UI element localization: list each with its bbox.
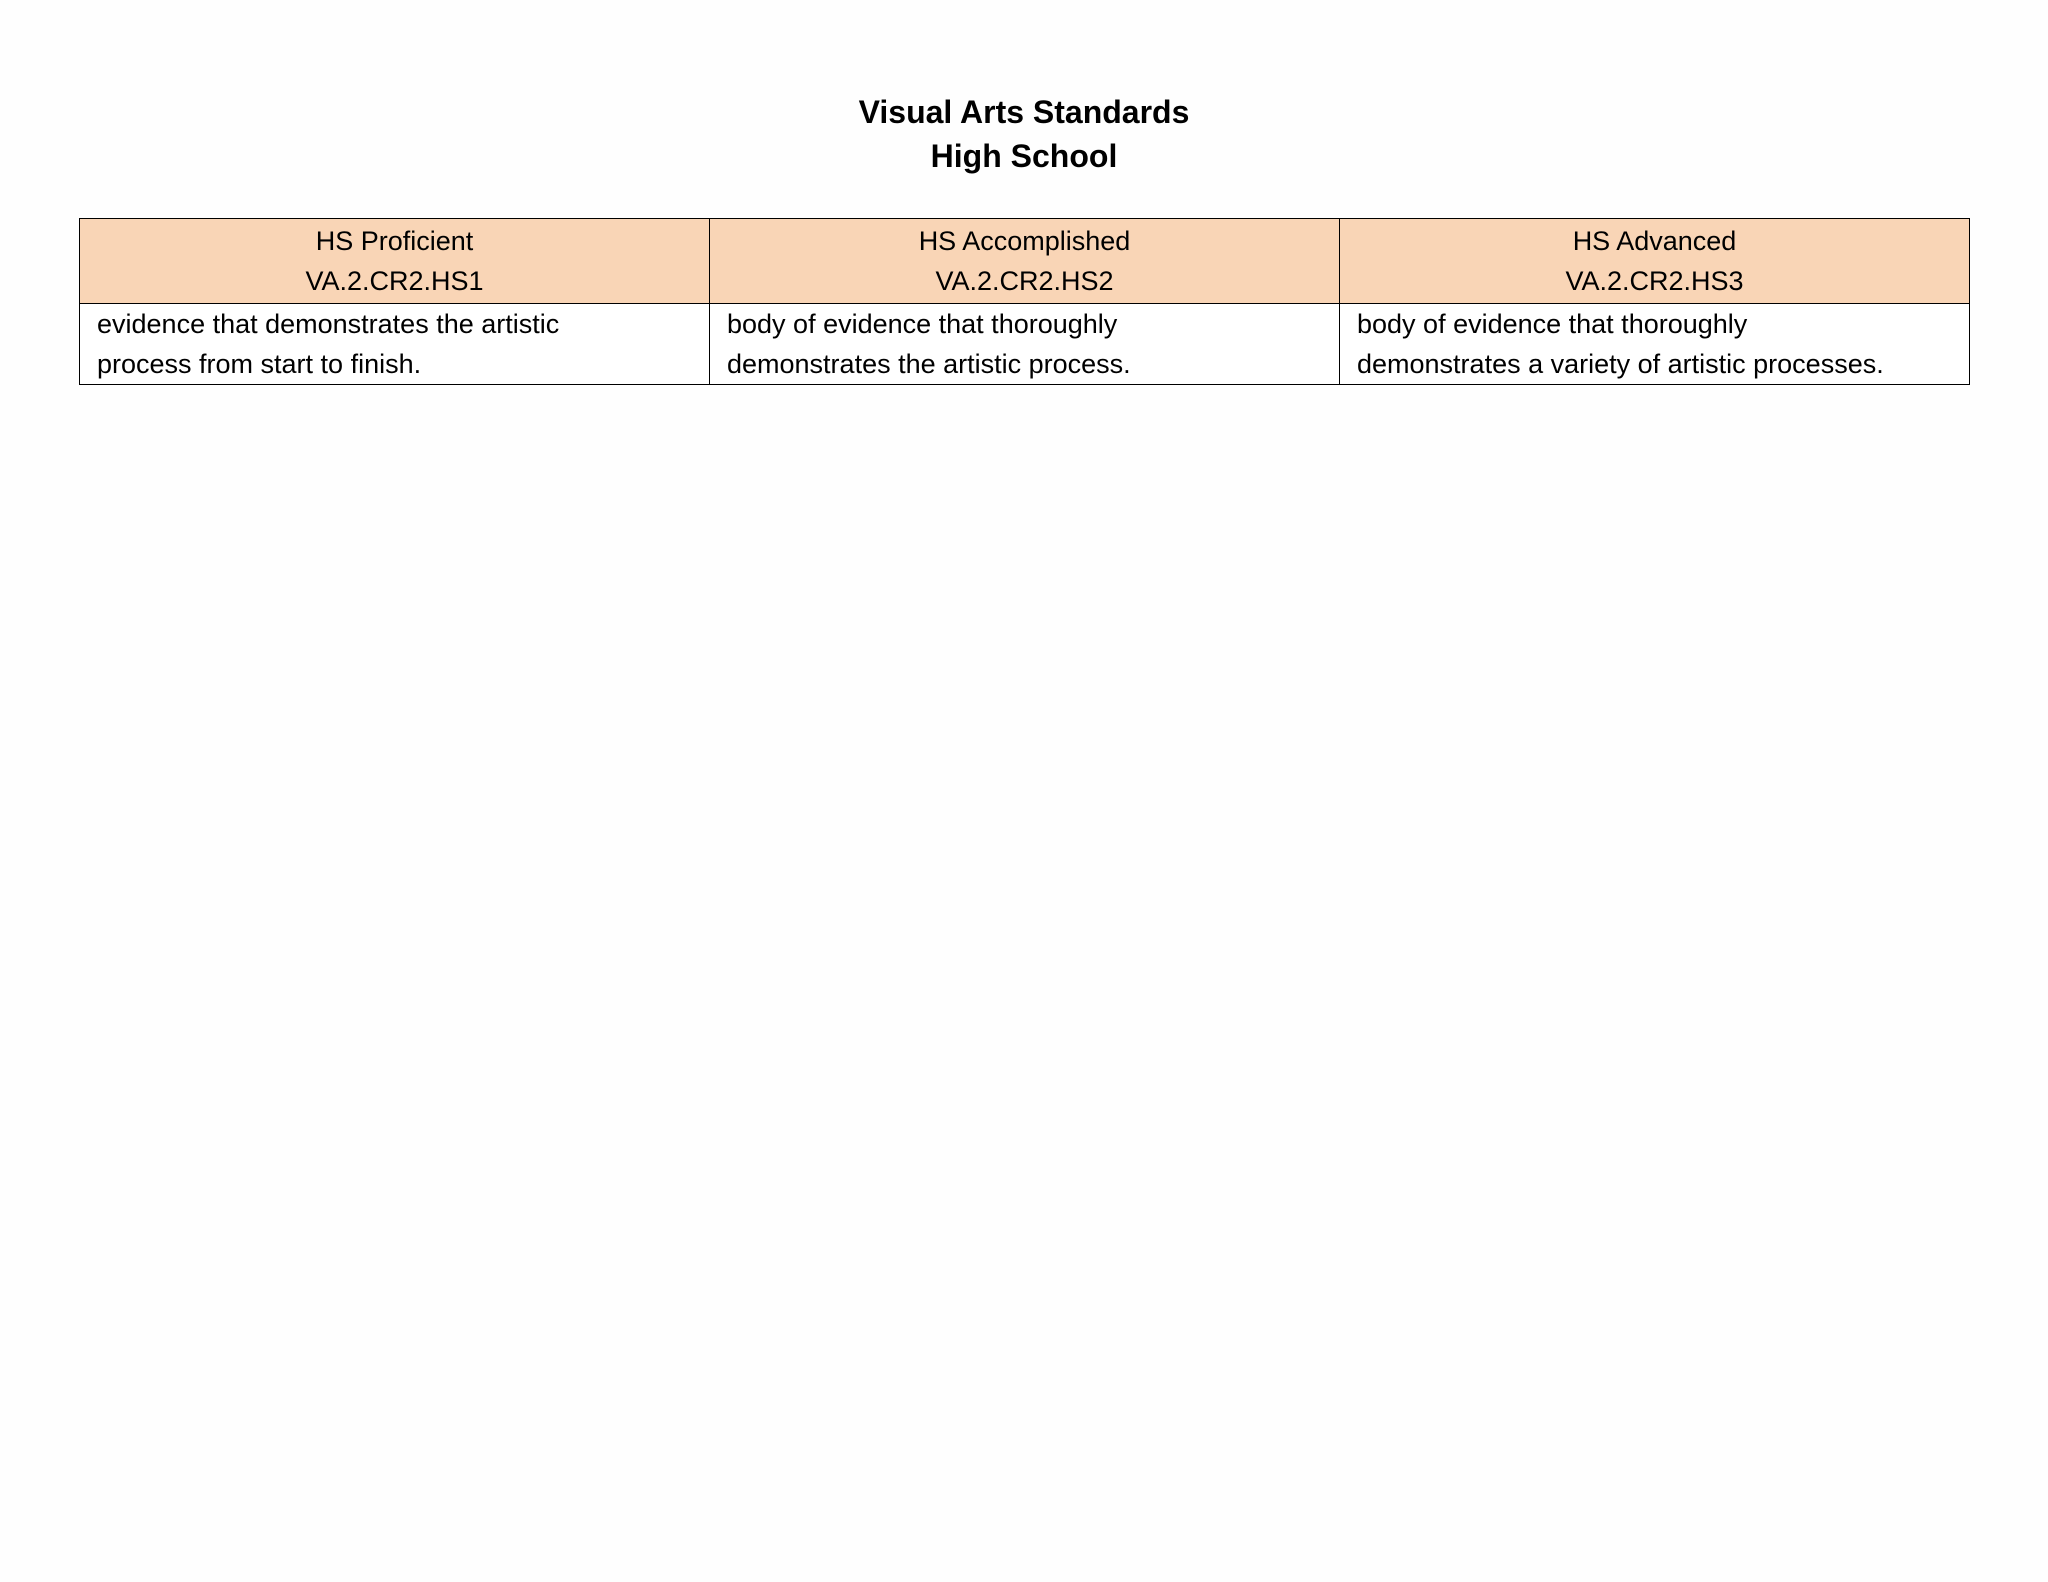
document-subtitle: High School: [930, 138, 1118, 174]
cell-text-line: body of evidence that thoroughly: [1357, 309, 1748, 339]
header-level-label: HS Proficient: [315, 226, 474, 256]
document-title: Visual Arts Standards: [858, 94, 1190, 130]
cell-text-line: body of evidence that thoroughly: [727, 309, 1118, 339]
body-cell-advanced: [1340, 304, 1970, 385]
cell-text-line: demonstrates the artistic process.: [727, 349, 1131, 379]
header-cell-advanced: [1340, 219, 1970, 304]
header-cell-proficient: [80, 219, 710, 304]
header-level-label: HS Accomplished: [918, 226, 1131, 256]
body-cell-accomplished: [710, 304, 1340, 385]
standards-table: [79, 218, 1970, 385]
document-header: [0, 90, 2048, 178]
header-level-label: HS Advanced: [1572, 226, 1737, 256]
header-standard-code: VA.2.CR2.HS3: [1565, 266, 1744, 296]
header-standard-code: VA.2.CR2.HS1: [305, 266, 484, 296]
cell-text-line: process from start to finish.: [97, 349, 422, 379]
header-standard-code: VA.2.CR2.HS2: [935, 266, 1114, 296]
table-header-row: [80, 219, 1970, 304]
cell-text-line: evidence that demonstrates the artistic: [97, 309, 560, 339]
cell-text-line: demonstrates a variety of artistic processes.: [1357, 349, 1884, 379]
table-row: [80, 304, 1970, 385]
header-cell-accomplished: [710, 219, 1340, 304]
body-cell-proficient: [80, 304, 710, 385]
